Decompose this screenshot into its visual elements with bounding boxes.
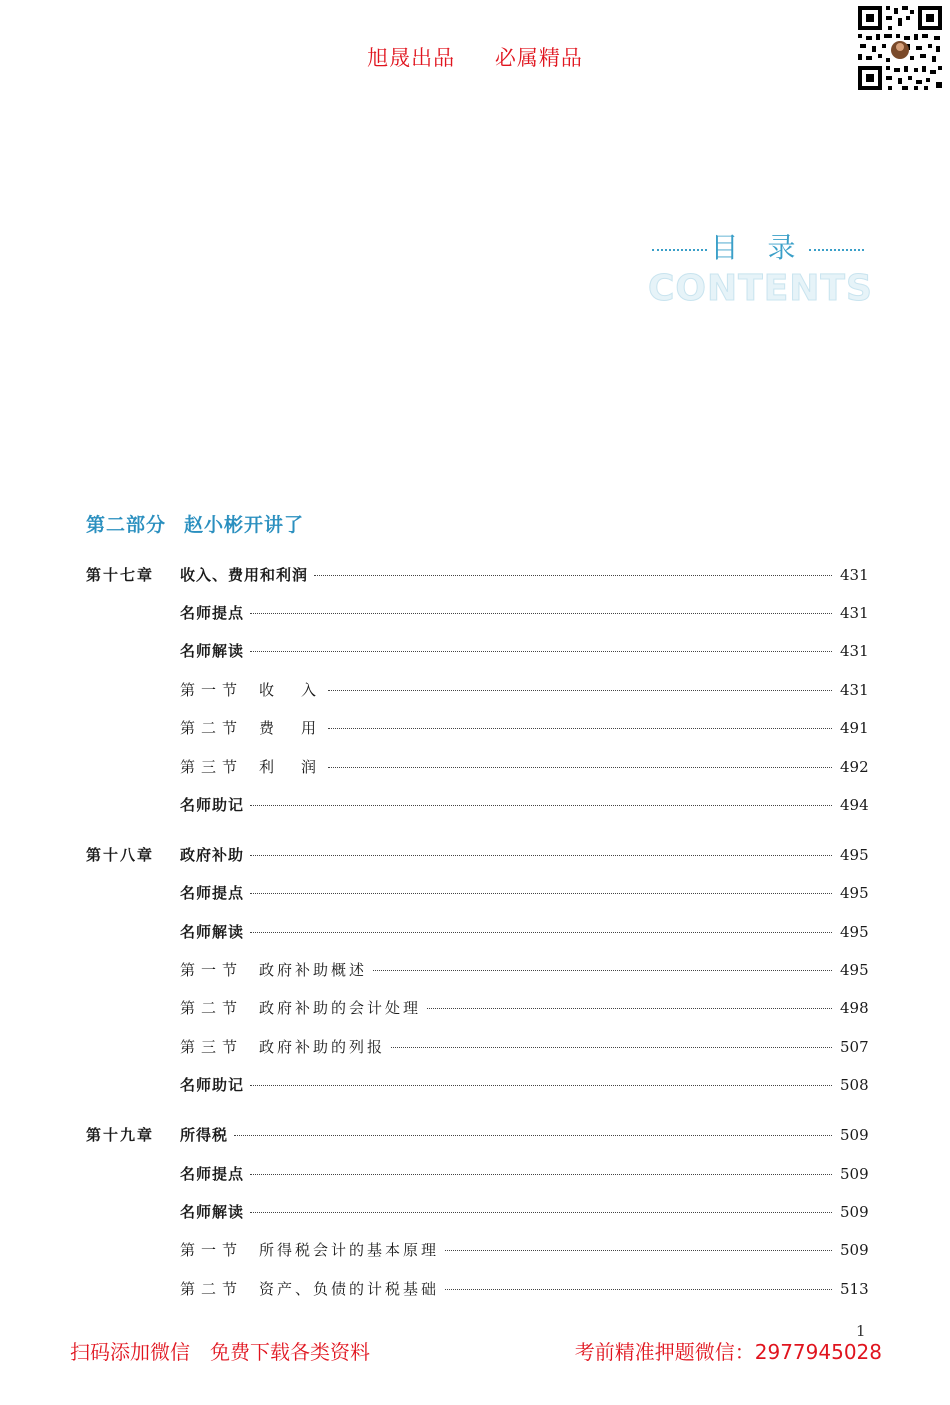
- page-ref: 431: [840, 642, 869, 660]
- entry-title: 名师解读: [180, 642, 245, 660]
- toc-title-cn-row: [648, 226, 868, 266]
- page-ref: 495: [840, 846, 869, 864]
- chapter-title: 收入、费用和利润: [180, 566, 309, 584]
- leader-dots: [314, 575, 832, 576]
- leader-dots: [445, 1250, 832, 1251]
- leader-dots: [250, 855, 832, 856]
- toc-entry[interactable]: [180, 717, 869, 741]
- entry-title: 政府补助的会计处理: [259, 999, 422, 1017]
- toc-title-en: CONTENTS: [648, 268, 873, 309]
- section-number: 第三节: [180, 758, 244, 776]
- entry-title: 政府补助概述: [259, 961, 368, 979]
- page-ref: 431: [840, 681, 869, 699]
- toc-entry[interactable]: [180, 794, 869, 818]
- section-number: 第三节: [180, 1038, 244, 1056]
- leader-dots: [250, 1212, 832, 1213]
- leader-dots: [250, 932, 832, 933]
- top-banner: [0, 42, 950, 72]
- toc-entry[interactable]: [180, 1036, 869, 1060]
- section-number: 第一节: [180, 961, 244, 979]
- leader-dots: [250, 893, 832, 894]
- dotted-rule-right: [809, 249, 864, 251]
- toc-entry-chapter[interactable]: [180, 844, 869, 868]
- chapter-title: 所得税: [180, 1126, 229, 1144]
- top-banner-left: 旭晟出品: [367, 46, 456, 70]
- leader-dots: [234, 1135, 832, 1136]
- toc-entry[interactable]: [180, 959, 869, 983]
- entry-title: 资产、负债的计税基础: [259, 1280, 440, 1298]
- page-ref: 491: [840, 719, 869, 737]
- page-ref: 431: [840, 604, 869, 622]
- entry-title: 名师提点: [180, 884, 245, 902]
- leader-dots: [373, 970, 832, 971]
- toc-entry[interactable]: [180, 882, 869, 906]
- leader-dots: [328, 690, 832, 691]
- bottom-banner-left: 扫码添加微信 免费下载各类资料: [70, 1340, 370, 1364]
- toc-entry[interactable]: [180, 1163, 869, 1187]
- leader-dots: [328, 767, 832, 768]
- bottom-banner: [70, 1336, 882, 1365]
- leader-dots: [250, 613, 832, 614]
- section-number: 第二节: [180, 999, 244, 1017]
- entry-title: 名师解读: [180, 923, 245, 941]
- toc-entry[interactable]: [180, 997, 869, 1021]
- leader-dots: [391, 1047, 832, 1048]
- page-ref: 495: [840, 961, 869, 979]
- part-heading: [86, 510, 304, 537]
- page-ref: 492: [840, 758, 869, 776]
- bottom-banner-right: 考前精准押题微信：2977945028: [574, 1340, 882, 1364]
- leader-dots: [328, 728, 832, 729]
- entry-title: 所得税会计的基本原理: [259, 1241, 440, 1259]
- leader-dots: [445, 1289, 832, 1290]
- entry-title: 名师助记: [180, 796, 245, 814]
- toc-entry[interactable]: [180, 756, 869, 780]
- page-ref: 509: [840, 1203, 869, 1221]
- section-number: 第一节: [180, 681, 244, 699]
- entry-title: 收 入: [259, 681, 323, 699]
- toc-entry[interactable]: [180, 1278, 869, 1302]
- entry-title: 名师解读: [180, 1203, 245, 1221]
- toc-entry[interactable]: [180, 1239, 869, 1263]
- page-ref: 495: [840, 923, 869, 941]
- page-ref: 498: [840, 999, 869, 1017]
- toc-heading: [648, 226, 873, 309]
- part-name: 赵小彬开讲了: [184, 514, 305, 536]
- chapter-number: 第十九章: [86, 1126, 155, 1144]
- page-ref: 507: [840, 1038, 869, 1056]
- page-ref: 508: [840, 1076, 869, 1094]
- entry-title: 政府补助的列报: [259, 1038, 386, 1056]
- toc-entry[interactable]: [180, 1201, 869, 1225]
- entry-title: 利 润: [259, 758, 323, 776]
- chapter-title: 政府补助: [180, 846, 245, 864]
- toc-title-cn: 目 录: [710, 231, 806, 264]
- toc-entry[interactable]: [180, 1074, 869, 1098]
- qr-code-icon: [856, 4, 944, 92]
- page-ref: 509: [840, 1126, 869, 1144]
- toc-entry[interactable]: [180, 921, 869, 945]
- part-number: 第二部分: [86, 514, 167, 536]
- entry-title: 名师提点: [180, 1165, 245, 1183]
- chapter-number: 第十七章: [86, 566, 155, 584]
- chapter-number: 第十八章: [86, 846, 155, 864]
- leader-dots: [250, 1085, 832, 1086]
- leader-dots: [250, 1174, 832, 1175]
- toc-entry[interactable]: [180, 602, 869, 626]
- dotted-rule-left: [652, 249, 707, 251]
- page-number: 1: [856, 1322, 866, 1340]
- leader-dots: [250, 651, 832, 652]
- entry-title: 名师助记: [180, 1076, 245, 1094]
- leader-dots: [427, 1008, 832, 1009]
- section-number: 第二节: [180, 719, 244, 737]
- page-ref: 495: [840, 884, 869, 902]
- leader-dots: [250, 805, 832, 806]
- entry-title: 名师提点: [180, 604, 245, 622]
- page-ref: 513: [840, 1280, 869, 1298]
- toc-entry-chapter[interactable]: [180, 564, 869, 588]
- toc-entry[interactable]: [180, 679, 869, 703]
- top-banner-right: 必属精品: [494, 46, 583, 70]
- toc-entry[interactable]: [180, 640, 869, 664]
- entry-title: 费 用: [259, 719, 323, 737]
- page-ref: 509: [840, 1241, 869, 1259]
- section-number: 第一节: [180, 1241, 244, 1259]
- page-ref: 431: [840, 566, 869, 584]
- section-number: 第二节: [180, 1280, 244, 1298]
- toc-entry-chapter[interactable]: [180, 1124, 869, 1148]
- page-ref: 509: [840, 1165, 869, 1183]
- page-ref: 494: [840, 796, 869, 814]
